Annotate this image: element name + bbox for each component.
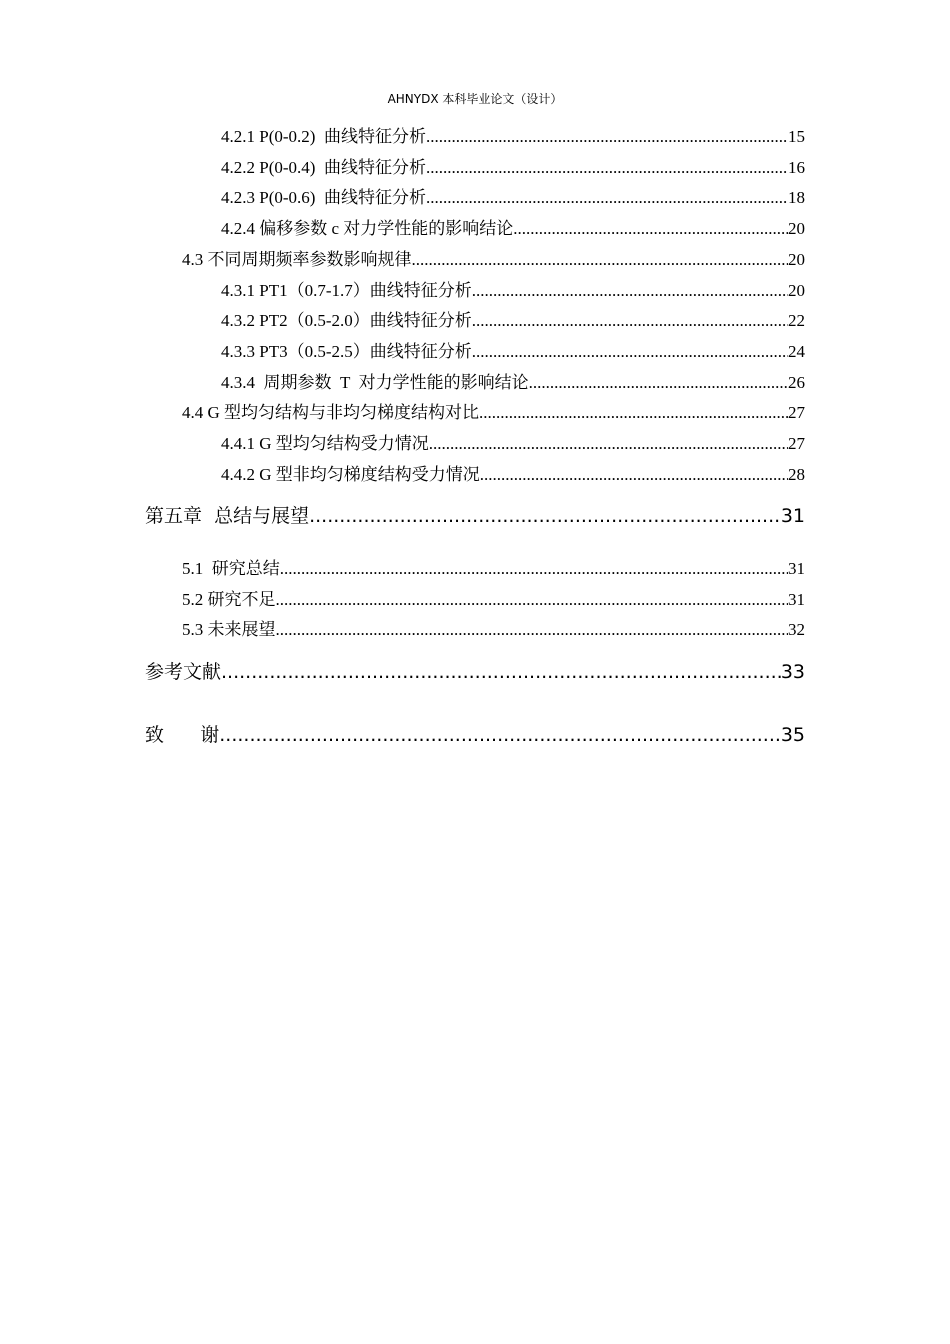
toc-leader-dots <box>276 620 789 640</box>
toc-entry-label: 参考文献 <box>145 661 222 683</box>
toc-entry-4-2-2[interactable] <box>221 153 805 178</box>
toc-entry-4-3-3[interactable] <box>221 337 805 362</box>
toc-leader-dots <box>529 373 788 393</box>
toc-page-number: 15 <box>788 127 805 146</box>
toc-entry-4-2-4[interactable] <box>221 214 805 239</box>
toc-leader-dots <box>221 661 781 683</box>
toc-entry-4-2-3[interactable] <box>221 183 805 208</box>
toc-entry-4-4-2[interactable] <box>221 460 805 485</box>
toc-entry-label: 4.3.2 PT2（0.5-2.0）曲线特征分析 <box>221 311 472 330</box>
toc-entry-5-3[interactable] <box>182 615 805 640</box>
toc-page-number: 33 <box>780 661 805 683</box>
toc-entry-label: 4.4 G 型均匀结构与非均匀梯度结构对比 <box>182 403 480 422</box>
toc-entry-label: 4.2.3 P(0-0.6) 曲线特征分析 <box>221 188 426 207</box>
toc-page-number: 31 <box>788 559 805 578</box>
toc-page-number: 24 <box>788 342 805 361</box>
toc-page-number: 20 <box>788 250 805 269</box>
toc-entry-label: 4.4.1 G 型均匀结构受力情况 <box>221 434 429 453</box>
toc-leader-dots <box>276 590 789 610</box>
toc-leader-dots <box>479 403 788 423</box>
toc-entry-label: 5.1 研究总结 <box>182 559 280 578</box>
toc-entry-label: 4.2.1 P(0-0.2) 曲线特征分析 <box>221 127 426 146</box>
toc-leader-dots <box>426 188 788 208</box>
toc-entry-4-4[interactable] <box>182 398 805 423</box>
toc-entry-label: 4.3.1 PT1（0.7-1.7）曲线特征分析 <box>221 281 472 300</box>
toc-leader-dots <box>472 281 788 301</box>
toc-entry-label: 第五章 总结与展望 <box>145 505 310 527</box>
toc-page-number: 20 <box>788 219 805 238</box>
toc-entry-label: 5.3 未来展望 <box>182 620 276 639</box>
toc-page-number: 35 <box>780 724 805 746</box>
toc-leader-dots <box>280 559 788 579</box>
toc-page-number: 27 <box>788 403 805 422</box>
toc-entry-label: 4.2.4 偏移参数 c 对力学性能的影响结论 <box>221 219 514 238</box>
toc-page-number: 26 <box>788 373 805 392</box>
toc-entry-4-4-1[interactable] <box>221 429 805 454</box>
toc-entry-label: 4.4.2 G 型非均匀梯度结构受力情况 <box>221 465 480 484</box>
toc-page-number: 31 <box>788 590 805 609</box>
toc-leader-dots <box>426 158 788 178</box>
toc-leader-dots <box>426 127 788 147</box>
toc-entry-4-2-1[interactable] <box>221 122 805 147</box>
toc-entry-4-3-1[interactable] <box>221 276 805 301</box>
toc-entry-label: 致 谢 <box>145 724 220 746</box>
toc-leader-dots <box>513 219 788 239</box>
toc-page-number: 18 <box>788 188 805 207</box>
toc-entry-chapter-5[interactable] <box>145 501 805 528</box>
toc-page-number: 22 <box>788 311 805 330</box>
toc-entry-5-1[interactable] <box>182 554 805 579</box>
toc-entry-4-3[interactable] <box>182 245 805 270</box>
toc-entry-label: 4.3.3 PT3（0.5-2.5）曲线特征分析 <box>221 342 472 361</box>
toc-entry-label: 4.3.4 周期参数 T 对力学性能的影响结论 <box>221 373 529 392</box>
toc-leader-dots <box>219 724 781 746</box>
toc-leader-dots <box>429 434 788 454</box>
toc-leader-dots <box>472 311 788 331</box>
toc-entry-references[interactable] <box>145 657 805 684</box>
toc-leader-dots <box>480 465 788 485</box>
toc-page-number: 32 <box>788 620 805 639</box>
toc-page-number: 16 <box>788 158 805 177</box>
toc-entry-label: 5.2 研究不足 <box>182 590 276 609</box>
toc-leader-dots <box>412 250 789 270</box>
toc-leader-dots <box>472 342 788 362</box>
toc-entry-5-2[interactable] <box>182 585 805 610</box>
page-header: AHNYDX 本科毕业论文（设计） <box>387 92 563 106</box>
toc-page-number: 20 <box>788 281 805 300</box>
toc-page-number: 28 <box>788 465 805 484</box>
toc-entry-label: 4.2.2 P(0-0.4) 曲线特征分析 <box>221 158 426 177</box>
toc-page-number: 27 <box>788 434 805 453</box>
toc-page-number: 31 <box>780 505 805 527</box>
toc-entry-acknowledgements[interactable] <box>145 720 805 747</box>
toc-entry-4-3-2[interactable] <box>221 306 805 331</box>
toc-entry-label: 4.3 不同周期频率参数影响规律 <box>182 250 412 269</box>
toc-leader-dots <box>309 505 781 527</box>
toc-entry-4-3-4[interactable] <box>221 368 805 393</box>
